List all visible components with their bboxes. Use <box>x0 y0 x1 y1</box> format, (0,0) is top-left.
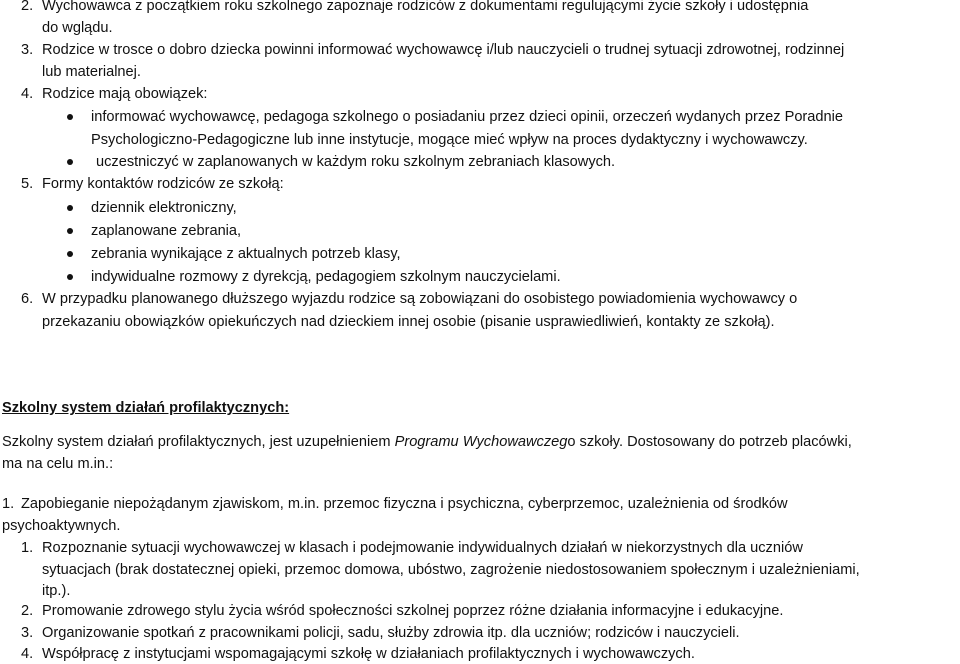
program-name-text: Programu Wychowawczeg <box>394 434 568 450</box>
list-item-text: Współpracę z instytucjami wspomagającymi szkołę w działaniach profilaktycznych i wychowawczych. <box>42 646 695 662</box>
list-item-text: Rodzice mają obowiązek: <box>42 86 208 102</box>
list-item-text: Rozpoznanie sytuacji wychowawczej w klasach i podejmowanie indywidualnych działań w niekorzystnych dla uczniów <box>42 540 803 556</box>
list-item-text: Rodzice w trosce o dobro dziecka powinni informować wychowawcę i/lub nauczycieli o trudnej sytuacji zdrowotnej, rodzinnej <box>42 42 845 58</box>
list-item-text: przekazaniu obowiązków opiekuńczych nad dzieckiem innej osobie (pisanie usprawiedliwień, kontakty ze szkołą). <box>42 314 775 330</box>
list-number: 6. <box>21 291 34 307</box>
list-item-text: sytuacjach (brak dostatecznej opieki, przemoc domowa, ubóstwo, zagrożenie niedostosowaniem społecznym i uzależnieniami, <box>42 562 860 578</box>
section-heading: Szkolny system działań profilaktycznych: <box>2 400 290 416</box>
list-item-text: W przypadku planowanego dłuższego wyjazdu rodzice są zobowiązani do osobistego powiadomienia wychowawcy o <box>42 291 798 307</box>
list-item-text: Promowanie zdrowego stylu życia wśród społeczności szkolnej poprzez różne działania informacyjne i edukacyjne. <box>42 603 784 619</box>
bullet-item-text: informować wychowawcę, pedagoga szkolnego o posiadaniu przez dzieci opinii, orzeczeń wydanych przez Poradnie <box>91 109 843 125</box>
bullet-icon <box>67 228 73 234</box>
list-number: 4. <box>21 646 34 662</box>
bullet-icon <box>67 114 73 120</box>
list-number: 4. <box>21 86 34 102</box>
list-item-text: Organizowanie spotkań z pracownikami policji, sadu, służby zdrowia itp. dla uczniów; rodziców i nauczycieli. <box>42 625 740 641</box>
intro-text: Szkolny system działań profilaktycznych, jest uzupełnieniem <box>2 434 395 450</box>
bullet-icon <box>67 251 73 257</box>
list-item-text: do wglądu. <box>42 20 113 36</box>
list-number: 3. <box>21 42 34 58</box>
list-number: 5. <box>21 176 34 192</box>
list-item-text: psychoaktywnych. <box>2 518 121 534</box>
bullet-item-text: indywidualne rozmowy z dyrekcją, pedagogiem szkolnym nauczycielami. <box>91 269 561 285</box>
intro-text: ma na celu m.in.: <box>2 456 114 472</box>
intro-text: o szkoły. Dostosowany do potrzeb placówki, <box>567 434 852 450</box>
list-number: 1. <box>21 540 34 556</box>
list-number: 2. <box>21 0 34 14</box>
bullet-icon <box>67 274 73 280</box>
list-item-text: Formy kontaktów rodziców ze szkołą: <box>42 176 284 192</box>
list-item-text: itp.). <box>42 583 71 599</box>
list-number: 3. <box>21 625 34 641</box>
list-number: 2. <box>21 603 34 619</box>
list-number: 1. <box>2 496 15 512</box>
bullet-icon <box>67 159 73 165</box>
bullet-item-text: zebrania wynikające z aktualnych potrzeb klasy, <box>91 246 401 262</box>
bullet-icon <box>67 205 73 211</box>
bullet-item-text: dziennik elektroniczny, <box>91 200 237 216</box>
list-item-text: Wychowawca z początkiem roku szkolnego zapoznaje rodziców z dokumentami regulującymi życie szkoły i udostępnia <box>42 0 809 14</box>
bullet-item-text: uczestniczyć w zaplanowanych w każdym roku szkolnym zebraniach klasowych. <box>96 154 616 170</box>
list-item-text: Zapobieganie niepożądanym zjawiskom, m.in. przemoc fizyczna i psychiczna, cyberprzemoc, uzależnienia od środków <box>21 496 788 512</box>
list-item-text: lub materialnej. <box>42 64 141 80</box>
intro-paragraph <box>2 432 852 452</box>
bullet-item-text: Psychologiczno-Pedagogiczne lub inne instytucje, mogące mieć wpływ na proces dydaktyczny i wychowawczy. <box>91 132 808 148</box>
bullet-item-text: zaplanowane zebrania, <box>91 223 242 239</box>
